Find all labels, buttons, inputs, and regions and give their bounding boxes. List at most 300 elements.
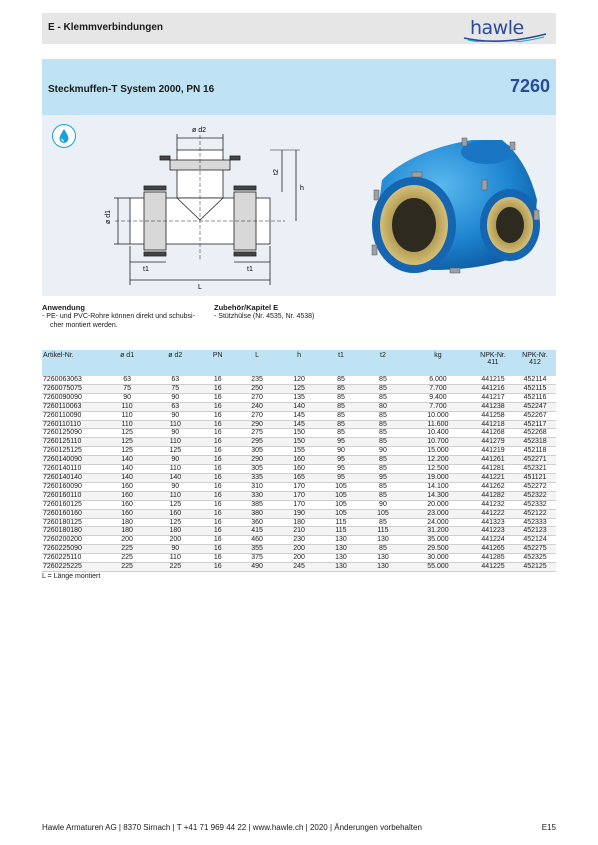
- table-row: [42, 554, 556, 563]
- table-cell: 441323: [472, 518, 514, 527]
- table-cell: 7260090090: [42, 393, 103, 402]
- table-row: [42, 536, 556, 545]
- table-cell: 145: [278, 420, 320, 429]
- table-cell: 16: [199, 376, 236, 384]
- table-cell: 135: [278, 393, 320, 402]
- table-cell: 7260140090: [42, 456, 103, 465]
- table-cell: 380: [236, 509, 278, 518]
- table-cell: 7260160125: [42, 500, 103, 509]
- table-cell: 19.000: [404, 473, 472, 482]
- product-name: Steckmuffen-T System 2000, PN 16: [48, 84, 215, 95]
- table-cell: 160: [151, 509, 199, 518]
- table-cell: 275: [236, 429, 278, 438]
- table-cell: 225: [103, 563, 151, 572]
- footer-text: Hawle Armaturen AG | 8370 Sirnach | T +41 71 969 44 22 | www.hawle.ch | 2020 | Änderungen vorbehalten: [42, 823, 422, 832]
- table-cell: 270: [236, 411, 278, 420]
- col-d1: ø d1: [103, 350, 151, 376]
- table-cell: 7260200200: [42, 536, 103, 545]
- zubehoer-heading: Zubehör/Kapitel E: [214, 303, 279, 312]
- table-cell: 16: [199, 518, 236, 527]
- table-cell: 155: [278, 447, 320, 456]
- table-cell: 85: [362, 411, 404, 420]
- col-t1: t1: [320, 350, 362, 376]
- table-cell: 85: [362, 420, 404, 429]
- table-row: [42, 491, 556, 500]
- table-row: [42, 447, 556, 456]
- table-cell: 452114: [514, 376, 556, 384]
- table-cell: 16: [199, 420, 236, 429]
- anwendung-line-1: - PE- und PVC-Rohre können direkt und schubsi-: [42, 313, 195, 320]
- table-cell: 7260110090: [42, 411, 103, 420]
- table-cell: 16: [199, 402, 236, 411]
- table-cell: 16: [199, 393, 236, 402]
- table-cell: 441219: [472, 447, 514, 456]
- table-cell: 235: [236, 376, 278, 384]
- table-cell: 85: [320, 393, 362, 402]
- table-cell: 441216: [472, 384, 514, 393]
- label-t1-left: t1: [143, 266, 149, 273]
- table-cell: 125: [103, 438, 151, 447]
- table-cell: 7260180125: [42, 518, 103, 527]
- section-header-bar: [42, 13, 556, 44]
- table-cell: 9.400: [404, 393, 472, 402]
- zubehoer-line-1: - Stützhülse (Nr. 4535, Nr. 4538): [214, 313, 315, 320]
- table-cell: 441281: [472, 465, 514, 474]
- table-cell: 16: [199, 509, 236, 518]
- table-cell: 16: [199, 482, 236, 491]
- col-artikel: Artikel-Nr.: [42, 350, 103, 376]
- table-body: [42, 376, 556, 571]
- table-row: [42, 384, 556, 393]
- table-cell: 140: [103, 465, 151, 474]
- label-t2: t2: [273, 169, 280, 175]
- table-cell: 452116: [514, 393, 556, 402]
- col-t2: t2: [362, 350, 404, 376]
- table-cell: 35.000: [404, 536, 472, 545]
- table-cell: 23.000: [404, 509, 472, 518]
- table-cell: 225: [151, 563, 199, 572]
- table-cell: 85: [362, 465, 404, 474]
- table-cell: 490: [236, 563, 278, 572]
- table-cell: 10.700: [404, 438, 472, 447]
- table-cell: 330: [236, 491, 278, 500]
- table-cell: 90: [362, 500, 404, 509]
- table-cell: 11.600: [404, 420, 472, 429]
- table-cell: 105: [362, 509, 404, 518]
- table-cell: 95: [362, 473, 404, 482]
- table-cell: 115: [320, 527, 362, 536]
- table-cell: 140: [103, 456, 151, 465]
- table-cell: 190: [278, 509, 320, 518]
- table-cell: 105: [320, 491, 362, 500]
- table-cell: 130: [320, 536, 362, 545]
- table-cell: 210: [278, 527, 320, 536]
- table-cell: 85: [320, 384, 362, 393]
- table-cell: 110: [151, 465, 199, 474]
- table-cell: 180: [151, 527, 199, 536]
- label-d2: ø d2: [192, 127, 207, 134]
- table-cell: 16: [199, 500, 236, 509]
- table-cell: 85: [320, 420, 362, 429]
- table-cell: 200: [151, 536, 199, 545]
- table-cell: 110: [151, 420, 199, 429]
- table-cell: 245: [278, 563, 320, 572]
- table-cell: 452118: [514, 447, 556, 456]
- table-cell: 29.500: [404, 545, 472, 554]
- table-cell: 441221: [472, 473, 514, 482]
- table-cell: 16: [199, 447, 236, 456]
- table-cell: 90: [320, 447, 362, 456]
- col-d2: ø d2: [151, 350, 199, 376]
- table-cell: 250: [236, 384, 278, 393]
- table-cell: 160: [103, 500, 151, 509]
- table-cell: 452272: [514, 482, 556, 491]
- table-cell: 7260075075: [42, 384, 103, 393]
- table-cell: 85: [362, 376, 404, 384]
- table-cell: 140: [151, 473, 199, 482]
- table-cell: 200: [278, 545, 320, 554]
- table-cell: 415: [236, 527, 278, 536]
- col-npk-412: NPK-Nr. 412: [514, 350, 556, 376]
- table-cell: 150: [278, 429, 320, 438]
- table-cell: 16: [199, 438, 236, 447]
- table-cell: 452332: [514, 500, 556, 509]
- product-number: 7260: [509, 76, 550, 96]
- table-cell: 441222: [472, 509, 514, 518]
- table-cell: 180: [278, 518, 320, 527]
- table-row: [42, 456, 556, 465]
- table-cell: 130: [362, 536, 404, 545]
- table-cell: 290: [236, 420, 278, 429]
- table-cell: 441225: [472, 563, 514, 572]
- table-cell: 441285: [472, 554, 514, 563]
- table-cell: 452125: [514, 563, 556, 572]
- table-cell: 24.000: [404, 518, 472, 527]
- col-kg: kg: [404, 350, 472, 376]
- table-cell: 451121: [514, 473, 556, 482]
- table-cell: 16: [199, 473, 236, 482]
- table-cell: 452318: [514, 438, 556, 447]
- table-cell: 441258: [472, 411, 514, 420]
- product-title-band: [42, 59, 556, 115]
- table-cell: 55.000: [404, 563, 472, 572]
- table-cell: 115: [362, 527, 404, 536]
- table-cell: 295: [236, 438, 278, 447]
- label-d1: ø d1: [105, 209, 112, 224]
- table-cell: 85: [362, 482, 404, 491]
- table-cell: 441223: [472, 527, 514, 536]
- table-cell: 16: [199, 465, 236, 474]
- label-L: L: [198, 284, 202, 291]
- table-cell: 75: [103, 384, 151, 393]
- table-cell: 30.000: [404, 554, 472, 563]
- table-cell: 110: [151, 554, 199, 563]
- table-row: [42, 402, 556, 411]
- table-cell: 85: [362, 429, 404, 438]
- table-cell: 110: [103, 411, 151, 420]
- length-note: L = Länge montiert: [42, 573, 101, 580]
- table-row: [42, 563, 556, 572]
- table-cell: 310: [236, 482, 278, 491]
- table-cell: 441238: [472, 402, 514, 411]
- table-cell: 270: [236, 393, 278, 402]
- table-cell: 16: [199, 491, 236, 500]
- table-cell: 170: [278, 500, 320, 509]
- table-cell: 240: [236, 402, 278, 411]
- table-cell: 200: [278, 554, 320, 563]
- table-cell: 160: [103, 482, 151, 491]
- table-cell: 85: [362, 438, 404, 447]
- table-cell: 460: [236, 536, 278, 545]
- table-cell: 360: [236, 518, 278, 527]
- col-h: h: [278, 350, 320, 376]
- table-cell: 20.000: [404, 500, 472, 509]
- table-cell: 452322: [514, 491, 556, 500]
- table-cell: 290: [236, 456, 278, 465]
- anwendung-heading: Anwendung: [42, 303, 85, 312]
- table-cell: 90: [151, 456, 199, 465]
- table-cell: 85: [362, 491, 404, 500]
- table-cell: 110: [151, 438, 199, 447]
- table-cell: 305: [236, 465, 278, 474]
- table-cell: 225: [103, 554, 151, 563]
- table-cell: 15.000: [404, 447, 472, 456]
- table-cell: 31.200: [404, 527, 472, 536]
- table-cell: 85: [362, 545, 404, 554]
- table-row: [42, 473, 556, 482]
- table-cell: 105: [320, 509, 362, 518]
- table-cell: 335: [236, 473, 278, 482]
- table-cell: 125: [151, 518, 199, 527]
- table-cell: 452271: [514, 456, 556, 465]
- table-cell: 120: [278, 376, 320, 384]
- table-cell: 150: [278, 438, 320, 447]
- table-cell: 14.300: [404, 491, 472, 500]
- article-table: [42, 350, 556, 572]
- table-cell: 125: [103, 429, 151, 438]
- table-cell: 7260125125: [42, 447, 103, 456]
- table-cell: 90: [151, 393, 199, 402]
- table-cell: 452333: [514, 518, 556, 527]
- table-cell: 180: [103, 527, 151, 536]
- table-cell: 90: [151, 429, 199, 438]
- table-cell: 85: [362, 393, 404, 402]
- table-row: [42, 376, 556, 384]
- col-npk-411: NPK-Nr. 411: [472, 350, 514, 376]
- table-cell: 90: [151, 545, 199, 554]
- table-cell: 140: [103, 473, 151, 482]
- table-cell: 10.000: [404, 411, 472, 420]
- table-row: [42, 420, 556, 429]
- table-cell: 160: [278, 465, 320, 474]
- table-row: [42, 527, 556, 536]
- table-cell: 160: [103, 509, 151, 518]
- table-cell: 305: [236, 447, 278, 456]
- table-row: [42, 438, 556, 447]
- table-cell: 16: [199, 536, 236, 545]
- table-cell: 441268: [472, 429, 514, 438]
- table-cell: 7.700: [404, 384, 472, 393]
- table-cell: 105: [320, 482, 362, 491]
- logo-wordmark: hawle: [470, 17, 524, 39]
- table-cell: 90: [151, 411, 199, 420]
- table-cell: 7260140140: [42, 473, 103, 482]
- table-cell: 85: [362, 384, 404, 393]
- table-cell: 130: [320, 545, 362, 554]
- table-cell: 7.700: [404, 402, 472, 411]
- table-cell: 7260225225: [42, 563, 103, 572]
- table-row: [42, 482, 556, 491]
- table-cell: 7260125110: [42, 438, 103, 447]
- table-cell: 130: [362, 554, 404, 563]
- table-cell: 75: [151, 384, 199, 393]
- table-cell: 80: [362, 402, 404, 411]
- table-cell: 130: [362, 563, 404, 572]
- label-t1-right: t1: [247, 266, 253, 273]
- table-cell: 7260225090: [42, 545, 103, 554]
- table-cell: 85: [362, 456, 404, 465]
- table-cell: 7260063063: [42, 376, 103, 384]
- table-cell: 452275: [514, 545, 556, 554]
- table-cell: 452321: [514, 465, 556, 474]
- table-cell: 200: [103, 536, 151, 545]
- table-cell: 16: [199, 411, 236, 420]
- product-photo: [352, 120, 552, 290]
- table-cell: 441224: [472, 536, 514, 545]
- hawle-logo: [460, 16, 550, 42]
- table-cell: 165: [278, 473, 320, 482]
- table-cell: 85: [320, 411, 362, 420]
- table-row: [42, 545, 556, 554]
- table-cell: 16: [199, 545, 236, 554]
- table-cell: 180: [103, 518, 151, 527]
- col-pn: PN: [199, 350, 236, 376]
- table-cell: 95: [320, 473, 362, 482]
- table-cell: 125: [151, 447, 199, 456]
- table-cell: 90: [151, 482, 199, 491]
- table-cell: 110: [103, 420, 151, 429]
- table-cell: 130: [320, 554, 362, 563]
- table-cell: 385: [236, 500, 278, 509]
- table-cell: 160: [103, 491, 151, 500]
- table-cell: 85: [320, 376, 362, 384]
- table-cell: 63: [151, 402, 199, 411]
- col-L: L: [236, 350, 278, 376]
- section-title: E - Klemmverbindungen: [48, 22, 164, 33]
- table-cell: 452325: [514, 554, 556, 563]
- technical-drawing: [100, 120, 310, 295]
- table-cell: 7260180180: [42, 527, 103, 536]
- table-row: [42, 393, 556, 402]
- table-cell: 90: [103, 393, 151, 402]
- anwendung-line-2: cher montiert werden.: [50, 322, 118, 329]
- table-cell: 452123: [514, 527, 556, 536]
- table-cell: 130: [320, 563, 362, 572]
- zubehoer-block: [214, 303, 314, 321]
- table-cell: 12.500: [404, 465, 472, 474]
- table-cell: 140: [278, 402, 320, 411]
- table-cell: 7260125090: [42, 429, 103, 438]
- table-cell: 85: [320, 402, 362, 411]
- table-cell: 95: [320, 456, 362, 465]
- table-cell: 160: [278, 456, 320, 465]
- table-cell: 452247: [514, 402, 556, 411]
- table-cell: 441261: [472, 456, 514, 465]
- table-cell: 452117: [514, 420, 556, 429]
- table-cell: 355: [236, 545, 278, 554]
- table-cell: 230: [278, 536, 320, 545]
- table-row: [42, 518, 556, 527]
- table-row: [42, 429, 556, 438]
- table-cell: 63: [103, 376, 151, 384]
- table-cell: 95: [320, 438, 362, 447]
- table-cell: 12.200: [404, 456, 472, 465]
- table-cell: 145: [278, 411, 320, 420]
- table-cell: 170: [278, 482, 320, 491]
- table-cell: 452124: [514, 536, 556, 545]
- table-cell: 105: [320, 500, 362, 509]
- table-cell: 225: [103, 545, 151, 554]
- table-cell: 441232: [472, 500, 514, 509]
- table-cell: 452115: [514, 384, 556, 393]
- table-cell: 170: [278, 491, 320, 500]
- table-cell: 16: [199, 429, 236, 438]
- table-cell: 125: [278, 384, 320, 393]
- table-row: [42, 465, 556, 474]
- table-cell: 10.400: [404, 429, 472, 438]
- table-cell: 95: [320, 465, 362, 474]
- label-h: h: [300, 185, 304, 192]
- water-drop-icon: [52, 124, 76, 148]
- table-cell: 110: [103, 402, 151, 411]
- table-row: [42, 500, 556, 509]
- table-cell: 7260110063: [42, 402, 103, 411]
- table-cell: 16: [199, 384, 236, 393]
- table-cell: 441279: [472, 438, 514, 447]
- table-cell: 441282: [472, 491, 514, 500]
- table-cell: 441265: [472, 545, 514, 554]
- anwendung-block: [42, 303, 195, 330]
- table-header-row: [42, 350, 556, 376]
- table-cell: 7260160110: [42, 491, 103, 500]
- table-cell: 375: [236, 554, 278, 563]
- table-row: [42, 509, 556, 518]
- table-cell: 6.000: [404, 376, 472, 384]
- table-cell: 441217: [472, 393, 514, 402]
- table-cell: 16: [199, 554, 236, 563]
- table-cell: 14.100: [404, 482, 472, 491]
- table-cell: 110: [151, 491, 199, 500]
- table-cell: 441262: [472, 482, 514, 491]
- table-cell: 452268: [514, 429, 556, 438]
- table-cell: 7260110110: [42, 420, 103, 429]
- table-cell: 7260140110: [42, 465, 103, 474]
- table-cell: 7260225110: [42, 554, 103, 563]
- table-row: [42, 411, 556, 420]
- table-cell: 7260160090: [42, 482, 103, 491]
- table-cell: 16: [199, 563, 236, 572]
- table-cell: 85: [320, 429, 362, 438]
- table-cell: 441215: [472, 376, 514, 384]
- table-cell: 7260160160: [42, 509, 103, 518]
- table-cell: 452122: [514, 509, 556, 518]
- table-cell: 115: [320, 518, 362, 527]
- table-cell: 90: [362, 447, 404, 456]
- table-cell: 63: [151, 376, 199, 384]
- table-cell: 125: [151, 500, 199, 509]
- page-number: E15: [541, 823, 556, 832]
- table-cell: 452267: [514, 411, 556, 420]
